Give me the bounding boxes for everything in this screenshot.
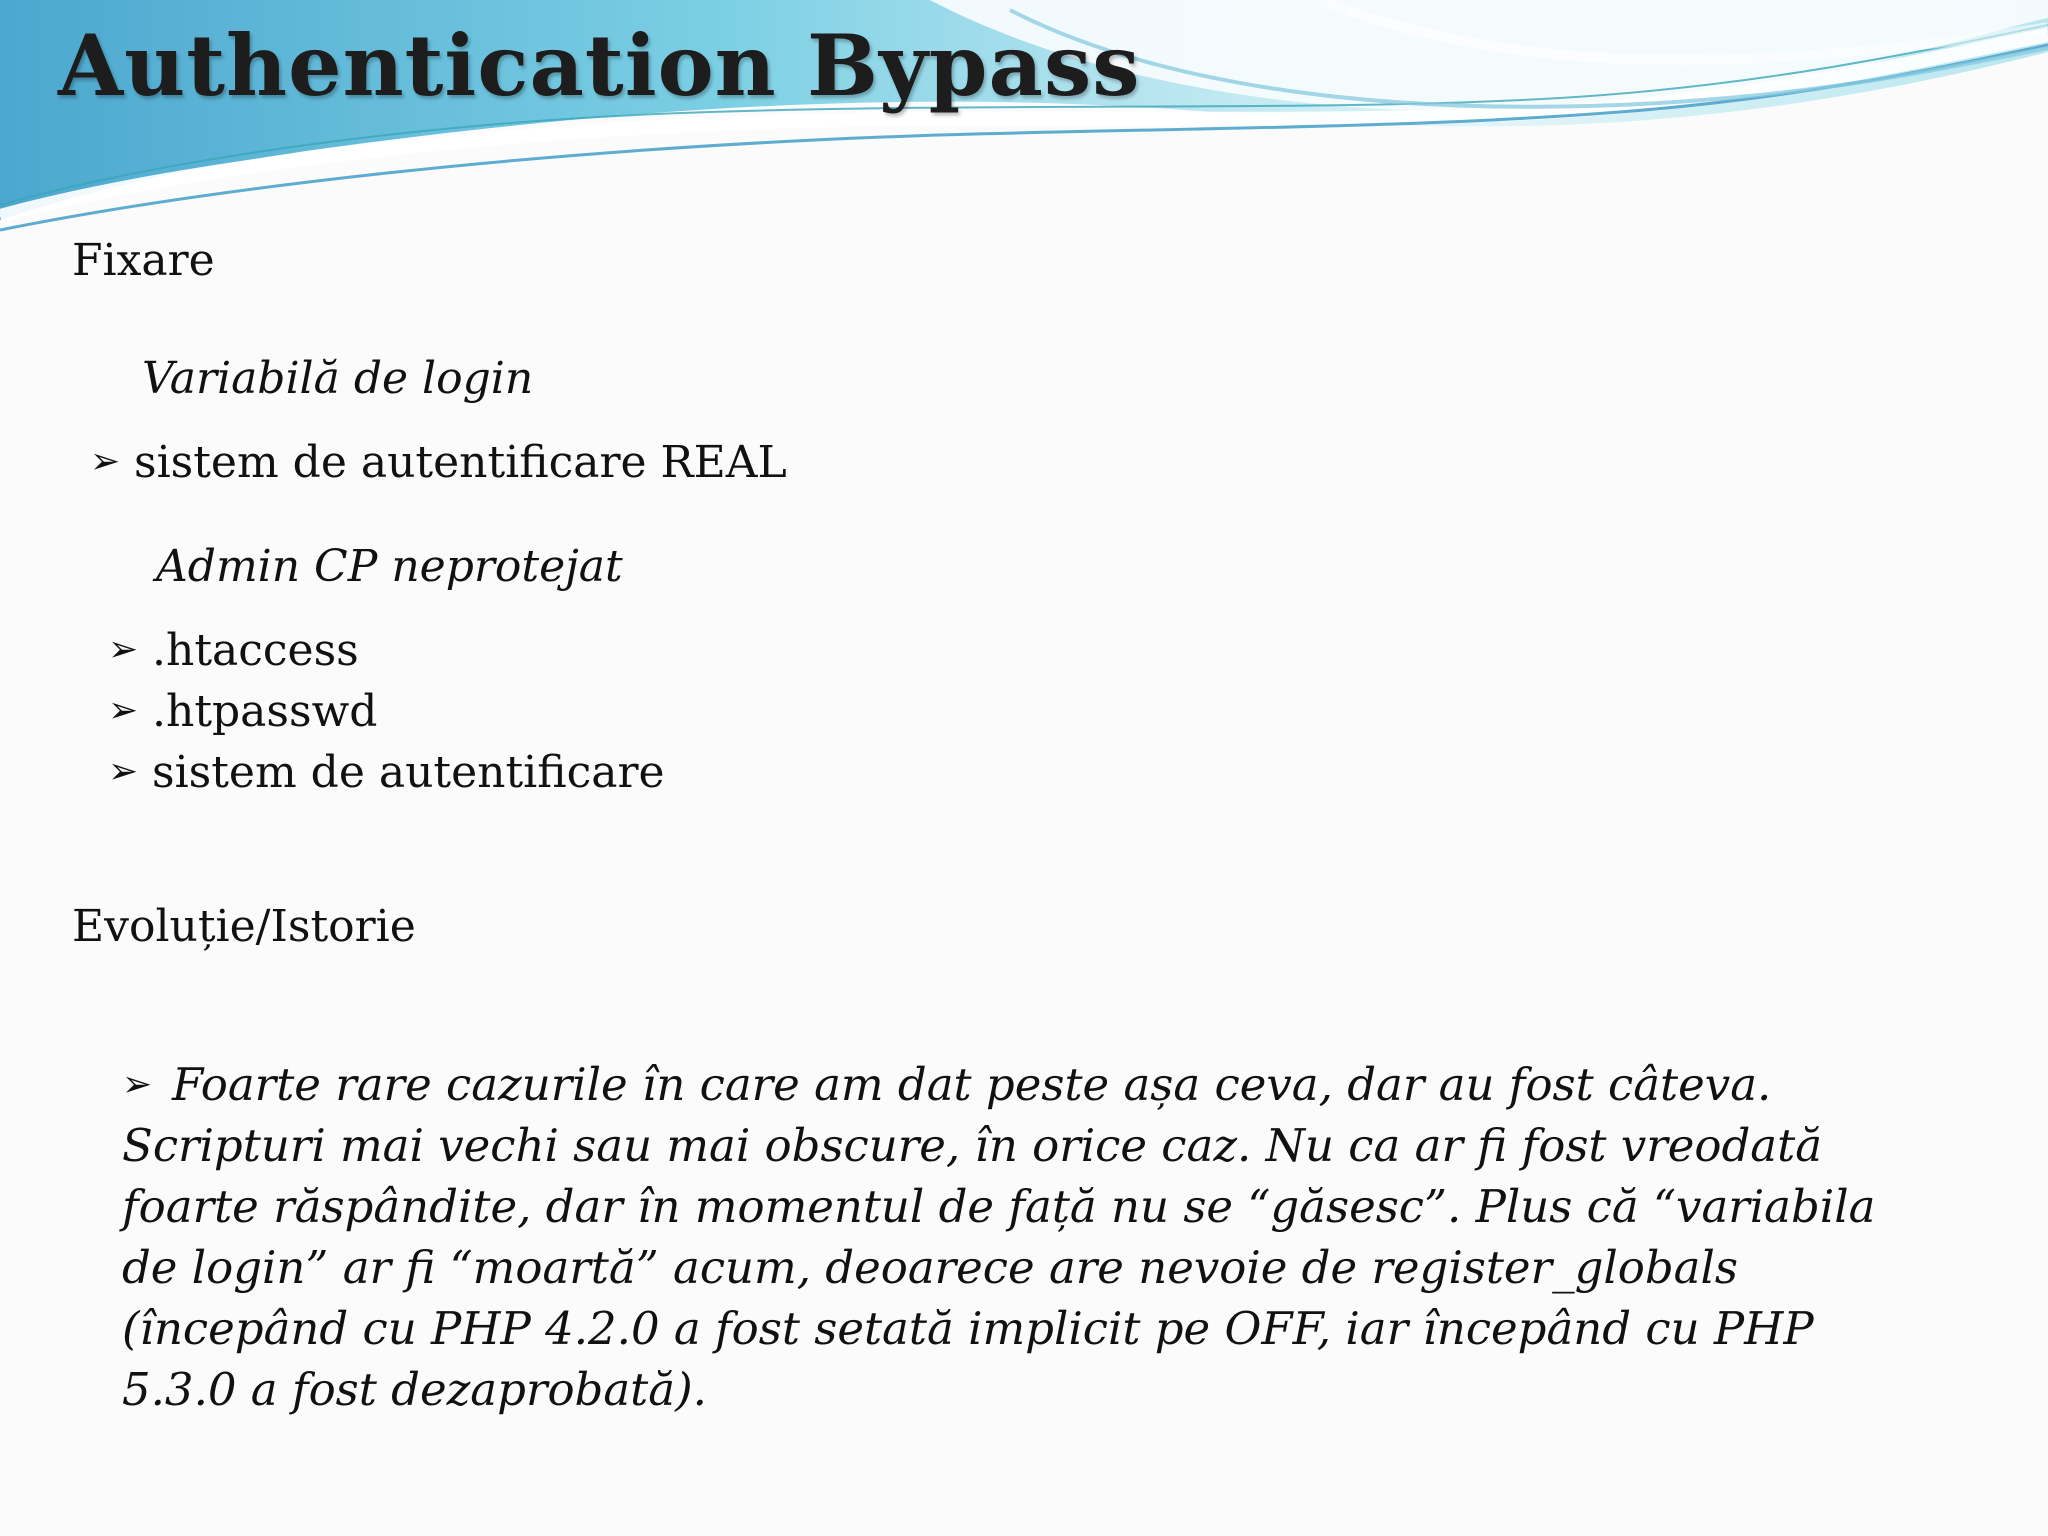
admin-cp-list-item <box>108 687 377 738</box>
admin-cp-list-item <box>108 626 359 677</box>
list-item-label: .htaccess <box>152 625 359 676</box>
history-paragraph <box>122 1054 1940 1420</box>
slide-title: Authentication Bypass <box>58 16 1141 115</box>
section-title-fixare: Fixare <box>72 235 215 286</box>
list-item-label: sistem de autentificare REAL <box>134 437 787 488</box>
section-title-evolutie-istorie: Evoluție/Istorie <box>72 901 416 952</box>
admin-cp-label: Admin CP neprotejat <box>156 541 623 592</box>
history-paragraph-text: Foarte rare cazurile în care am dat peste așa ceva, dar au fost câteva. Scripturi mai vechi sau mai obscure, în orice caz. Nu ca ar fi fost vreodată foarte răspândite, dar în momentul de față nu se “găsesc”. Plus că “variabila de login” ar fi “moartă” acum, deoarece are nevoie de register_globals (începând cu PHP 4.2.0 a fost setată implicit pe OFF, iar începând cu PHP 5.3.0 a fost dezaprobată). <box>122 1058 1876 1416</box>
list-item-label: .htpasswd <box>152 686 378 737</box>
login-variable-list-item <box>90 438 787 489</box>
login-variable-label: Variabilă de login <box>142 353 534 404</box>
arrowhead-bullet-icon: ➢ <box>108 751 139 792</box>
arrowhead-bullet-icon: ➢ <box>90 441 121 482</box>
admin-cp-list-item <box>108 748 665 799</box>
list-item-label: sistem de autentificare <box>152 747 665 798</box>
arrowhead-bullet-icon: ➢ <box>108 690 139 731</box>
arrowhead-bullet-icon: ➢ <box>122 1064 153 1105</box>
arrowhead-bullet-icon: ➢ <box>108 629 139 670</box>
